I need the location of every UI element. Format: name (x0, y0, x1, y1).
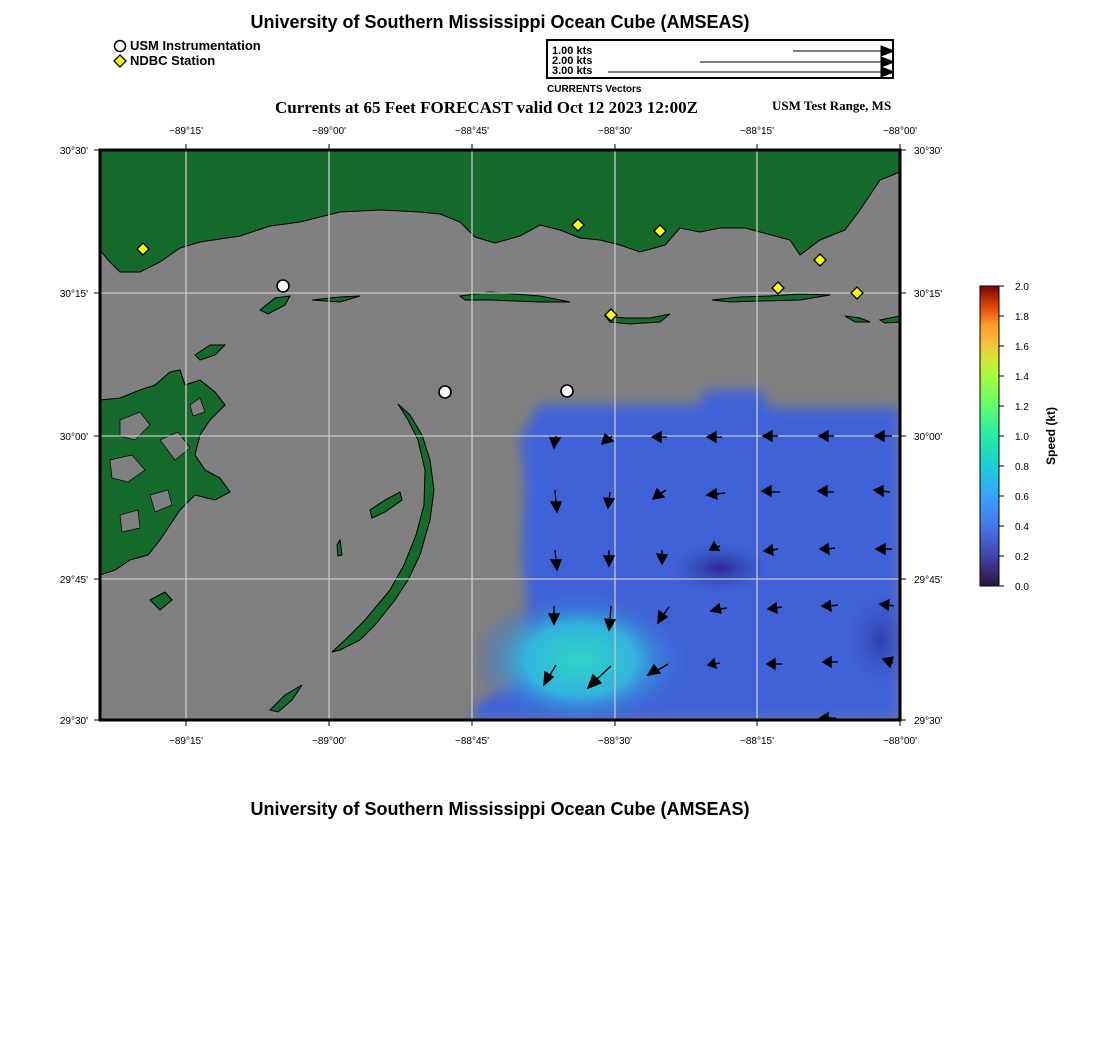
lon-label-top: −88°00' (883, 126, 917, 137)
range-name: USM Test Range, MS (772, 98, 892, 113)
lat-label-right: 30°15' (914, 289, 943, 300)
colorbar-tick-label: 2.0 (1015, 282, 1029, 293)
lon-label-bottom: −88°00' (883, 736, 917, 747)
lon-label-top: −89°15' (169, 126, 203, 137)
page-title: University of Southern Mississippi Ocean Cube (AMSEAS) (250, 12, 750, 32)
colorbar-tick-label: 1.0 (1015, 432, 1029, 443)
lat-label-left: 30°00' (59, 432, 88, 443)
vector-legend-1kt: 1.00 kts (552, 45, 593, 57)
lat-label-left: 29°30' (59, 716, 88, 727)
usm-instrument-marker[interactable] (277, 280, 289, 292)
vector-legend-caption: CURRENTS Vectors (547, 84, 642, 95)
lat-label-right: 29°30' (914, 716, 943, 727)
lat-label-left: 30°30' (59, 146, 88, 157)
colorbar-tick-label: 1.4 (1015, 372, 1029, 383)
usm-instrument-marker[interactable] (561, 385, 573, 397)
lat-label-left: 29°45' (59, 575, 88, 586)
lon-label-bottom: −89°15' (169, 736, 203, 747)
footer-title: University of Southern Mississippi Ocean Cube (AMSEAS) (250, 799, 750, 819)
lat-label-right: 30°00' (914, 432, 943, 443)
colorbar-tick-label: 0.8 (1015, 462, 1029, 473)
vector-legend-2kt: 2.00 kts (552, 55, 593, 67)
lon-label-top: −89°00' (312, 126, 346, 137)
lat-label-right: 29°45' (914, 575, 943, 586)
lon-label-bottom: −88°15' (740, 736, 774, 747)
lon-label-top: −88°15' (740, 126, 774, 137)
lat-label-right: 30°30' (914, 146, 943, 157)
colorbar-tick-label: 0.2 (1015, 552, 1029, 563)
lon-label-top: −88°45' (455, 126, 489, 137)
speed-colorbar (980, 282, 1058, 593)
colorbar-tick-label: 1.8 (1015, 312, 1029, 323)
colorbar-tick-label: 0.4 (1015, 522, 1029, 533)
legend-usm-label: USM Instrumentation (130, 38, 261, 53)
lon-label-bottom: −88°30' (598, 736, 632, 747)
usm-instrument-marker[interactable] (439, 386, 451, 398)
vector-legend-3kt: 3.00 kts (552, 65, 593, 77)
colorbar-tick-label: 1.2 (1015, 402, 1029, 413)
lon-label-bottom: −89°00' (312, 736, 346, 747)
current-speed-field (470, 390, 920, 730)
legend-ndbc-label: NDBC Station (130, 53, 216, 68)
lon-label-bottom: −88°45' (455, 736, 489, 747)
lat-label-left: 30°15' (59, 289, 88, 300)
colorbar-tick-label: 1.6 (1015, 342, 1029, 353)
colorbar-title: Speed (kt) (1044, 406, 1058, 466)
colorbar-tick-label: 0.6 (1015, 492, 1029, 503)
map-subtitle: Currents at 65 Feet FORECAST valid Oct 12 2023 12:00Z (275, 98, 698, 117)
lon-label-top: −88°30' (598, 126, 632, 137)
colorbar-tick-label: 0.0 (1015, 582, 1029, 593)
